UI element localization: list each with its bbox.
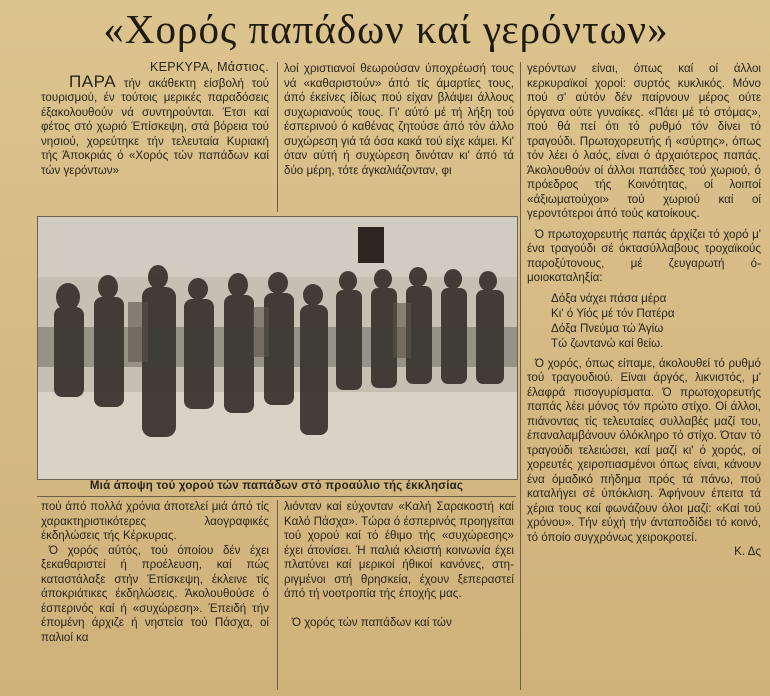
column-divider [277,62,278,212]
column-1-top [41,60,269,212]
verse-line: Δόξα νάχει πάσα μέρα [551,291,667,305]
column-3 [527,62,761,692]
article-photo [37,216,518,480]
photo-caption: Μιά άποψη τού χορού τών παπάδων στό προαύλιο τής έκκλησίας [89,480,464,492]
verse-line: Τώ ζωντανώ καί θείω. [551,336,664,350]
col3-p3: Ό χορός, όπως είπαμε, άκολουθεί τό ρυθμό τού τραγουδιού. Είναι άργός, λικνιστός, μ' έλαφρά πισογυρίσματα. Ό πρωτοχορευτής παπάς λέει μόνος τόν πρώτο στίχο. Οί άλλοι, πιάνοντας τίς τελευταίες συλλαβές μαζί του, έπαναλαμβάνουν όλόκληρο τό στίχο. Όταν τό τραγούδι τελειώσει, καί μαζί κι' ό χορός, οί χορευτές χειροπιασμένοι όπως είναι, κάνουν ένα όμαδικό πήδημα πρός τά πάνω, πού καταλήγει σέ ύπόκλιση. Άφήνουν έπειτα τά χέρια τους καί φωνάζουν όλοι μαζί: «Καί τού χρόνου». Τήν εύχή τήν άνταποδίδει τό κοινό, τό όποίο συγχρόνως χειροκροτεί. [527,356,761,544]
lead-text: τήν ακάθεκτη είσβολή τού τουρισμού, έν τούτοις μερικές παραδόσεις έξακολουθούν νά συντηρούνται. Έτσι καί φέτος στό χωριό Έπίσκεψη, στά βόρεια τού νησιού, χορεύτηκε τήν τελευταία Κυριακή τής Άποκριάς ό «Χορός τών παπάδων καί τών γερόντων» [41,76,269,177]
col1-bottom-p2: Ό χορός αύτός, τού όποίου δέν έχει ξεκαθαριστεί ή προέλευση, καί πώς καταστάλαξε στήν Έπίσκεψη, έκλεινε τίς άποκριάτικες έκδηλώσεις. Άκολουθούσε ό έσπερινός καί ή «συχώρεση». Έπειδή τήν έπομένη άρχιζε ή νηστεία τού Πάσχα, οί παλιοί κα [41,543,269,644]
column-divider [520,62,521,690]
dateline: ΚΕΡΚΥΡΑ, Μάστιος. [150,60,269,74]
verse-line: Κι' ό Υίός μέ τόν Πατέρα [551,306,675,320]
article-title: «Χορός παπάδων καί γερόντων» [103,6,669,52]
photo-church-courtyard-dance [38,217,517,479]
song-verse [551,291,761,351]
section-divider [37,496,516,497]
col2-bottom-p2: Ό χορός τών παπάδων καί τών [292,615,452,629]
lead-paragraph [41,71,269,179]
col3-p2: Ό πρωτοχορευτής παπάς άρχίζει τό χορό μ' ένα τραγούδι σέ όκτασύλλαβους τροχαϊκούς παροξύτονους, μέ ζευγαρωτή όμοιοκαταληξία: [527,227,761,284]
verse-line: Δόξα Πνεύμα τώ Άγίω [551,321,664,335]
column-2-bottom [284,500,514,692]
author-signature: Κ. Δς [734,545,761,558]
dropcap: ΠΑΡΑ [69,71,117,91]
col2-top-text: λοί χριστιανοί θεωρούσαν ύποχρέωσή τους νά «καθαριστούν» άπό τίς άμαρτίες τους, άπό έκείνες ίδίως πού είχαν βλάψει άλλους συχωριανούς τους. Γι' αύτό μέ τή λήξη τού έσπερινού ό καθένας ζητούσε άπό τόν άλλο συχώρεση γιά τά όσα κακά τού είχε κάμει. Κι' όταν αύτή ή συχώρεση δινόταν κι' άπό τά δύο μέρη, τότε άγκαλιάζονταν, φι [284,62,514,177]
col2-bottom-p1: λιόνταν καί εύχονταν «Καλή Σαρακοστή καί Καλό Πάσχα». Τώρα ό έσπερινός προηγείται τού χορού καί τό έθιμο τής «συχώρεσης» έχει άτονίσει. Ή παλιά κλειστή κοινωνία έχει πλατύνει καί μερικοί ήθικοί κανόνες, στηριγμένοι στή θρησκεία, έχουν ξεπεραστεί άπό τή νοοτροπία τής έποχής μας. [284,500,514,600]
column-2-top [284,62,514,212]
column-divider [277,500,278,690]
col3-p1: γερόντων είναι, όπως καί οί άλλοι κερκυραϊκοί χοροί: συρτός κυκλικός. Μόνο πού σ' αύτόν δέν παίρνουν μέρος ούτε όργανα ούτε γυναίκες. «Πάει μέ τό στόμας», πού θά πεί ότι τό ρυθμό τόν δίνει τό τραγούδι. Πρωτοχορευτής ή «σύρτης», όπως τόν λέει ό λαός, είναι ό άρχαιότερος παπάς. Άκολουθούν οί άλλοι παπάδες τού χωριού, ό πρόεδρος τής Κοινότητας, οί λοιποί «άξιωματούχοι» τού χωριού καί οί γεροντότεροι άπό τούς κατοίκους. [527,62,761,220]
column-1-bottom [41,500,269,692]
col1-bottom-p1: πού άπό πολλά χρόνια άποτελεί μιά άπό τίς χαρακτηριστικότερες λαογραφικές έκδηλώσεις τής Κέρκυρας. [41,500,269,542]
